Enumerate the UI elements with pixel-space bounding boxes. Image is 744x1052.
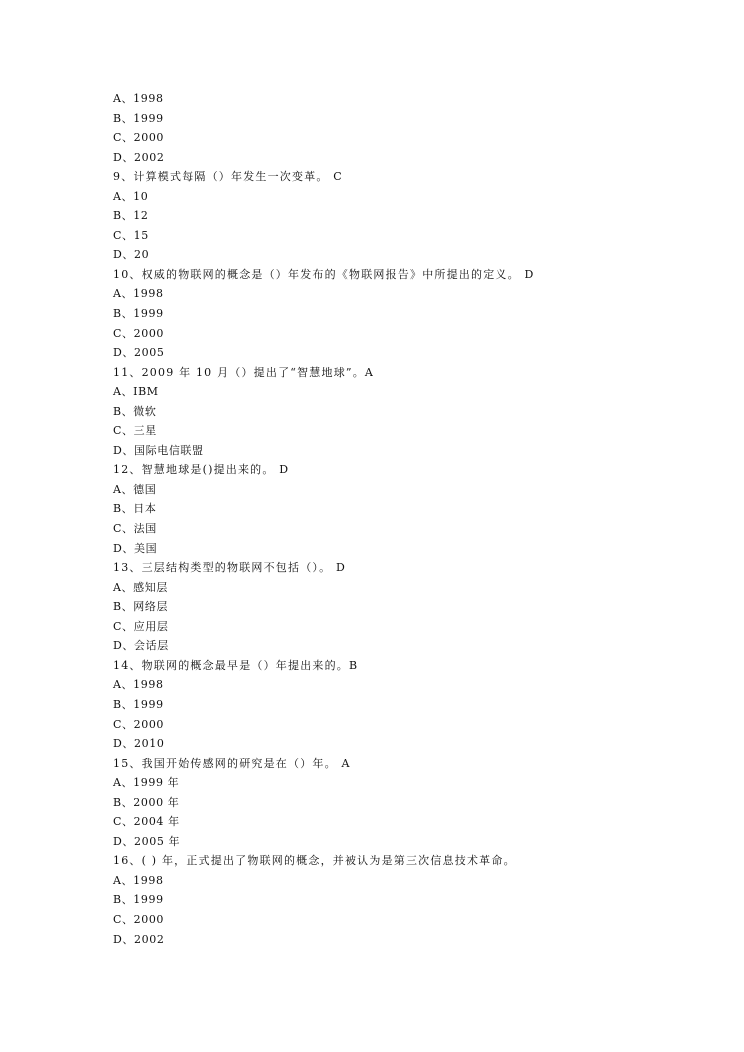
- question-14: 14、物联网的概念最早是（）年提出来的。B: [113, 658, 359, 672]
- question-list: [113, 89, 673, 949]
- option-c-q15: C、2004 年: [113, 815, 180, 829]
- option-a-q11: A、IBM: [113, 385, 159, 399]
- option-b-q14: B、1999: [113, 697, 164, 711]
- question-10: 10、权威的物联网的概念是（）年发布的《物联网报告》中所提出的定义。 D: [113, 267, 535, 281]
- question-11: 11、2009 年 10 月（）提出了“智慧地球”。A: [113, 365, 375, 379]
- option-b-q12: B、日本: [113, 502, 157, 516]
- option-b-q11: B、微软: [113, 404, 157, 418]
- option-d-q16: D、2002: [113, 932, 165, 946]
- option-a-q16: A、1998: [113, 873, 164, 887]
- option-a-q15: A、1999 年: [113, 776, 180, 790]
- option-c-q12: C、法国: [113, 522, 157, 536]
- option-b-q16: B、1999: [113, 893, 164, 907]
- option-b-q15: B、2000 年: [113, 795, 180, 809]
- option-b-q8: B、1999: [113, 111, 164, 125]
- option-d-q8: D、2002: [113, 150, 165, 164]
- option-b-q10: B、1999: [113, 307, 164, 321]
- option-d-q13: D、会话层: [113, 639, 169, 653]
- option-a-q9: A、10: [113, 189, 149, 203]
- option-d-q9: D、20: [113, 248, 150, 262]
- option-a-q8: A、1998: [113, 92, 164, 105]
- question-16: 16、( ) 年，正式提出了物联网的概念，并被认为是第三次信息技术革命。: [113, 854, 516, 868]
- option-d-q11: D、国际电信联盟: [113, 443, 204, 457]
- option-d-q14: D、2010: [113, 737, 165, 751]
- option-a-q10: A、1998: [113, 287, 164, 301]
- option-b-q13: B、网络层: [113, 600, 169, 614]
- option-c-q11: C、三星: [113, 424, 157, 438]
- question-13: 13、三层结构类型的物联网不包括（）。 D: [113, 561, 347, 575]
- option-a-q12: A、德国: [113, 482, 157, 496]
- option-c-q13: C、应用层: [113, 619, 169, 633]
- option-c-q16: C、2000: [113, 912, 165, 926]
- option-d-q10: D、2005: [113, 346, 165, 360]
- option-a-q14: A、1998: [113, 678, 164, 692]
- option-d-q12: D、美国: [113, 541, 158, 555]
- question-12: 12、智慧地球是()提出来的。 D: [113, 463, 290, 477]
- option-c-q9: C、15: [113, 228, 149, 242]
- option-b-q9: B、12: [113, 209, 149, 223]
- option-c-q14: C、2000: [113, 717, 165, 731]
- option-c-q10: C、2000: [113, 326, 165, 340]
- question-9: 9、计算模式每隔（）年发生一次变革。 C: [113, 170, 343, 184]
- option-a-q13: A、感知层: [113, 580, 168, 594]
- option-c-q8: C、2000: [113, 131, 165, 145]
- option-d-q15: D、2005 年: [113, 834, 181, 848]
- question-15: 15、我国开始传感网的研究是在（）年。 A: [113, 756, 351, 770]
